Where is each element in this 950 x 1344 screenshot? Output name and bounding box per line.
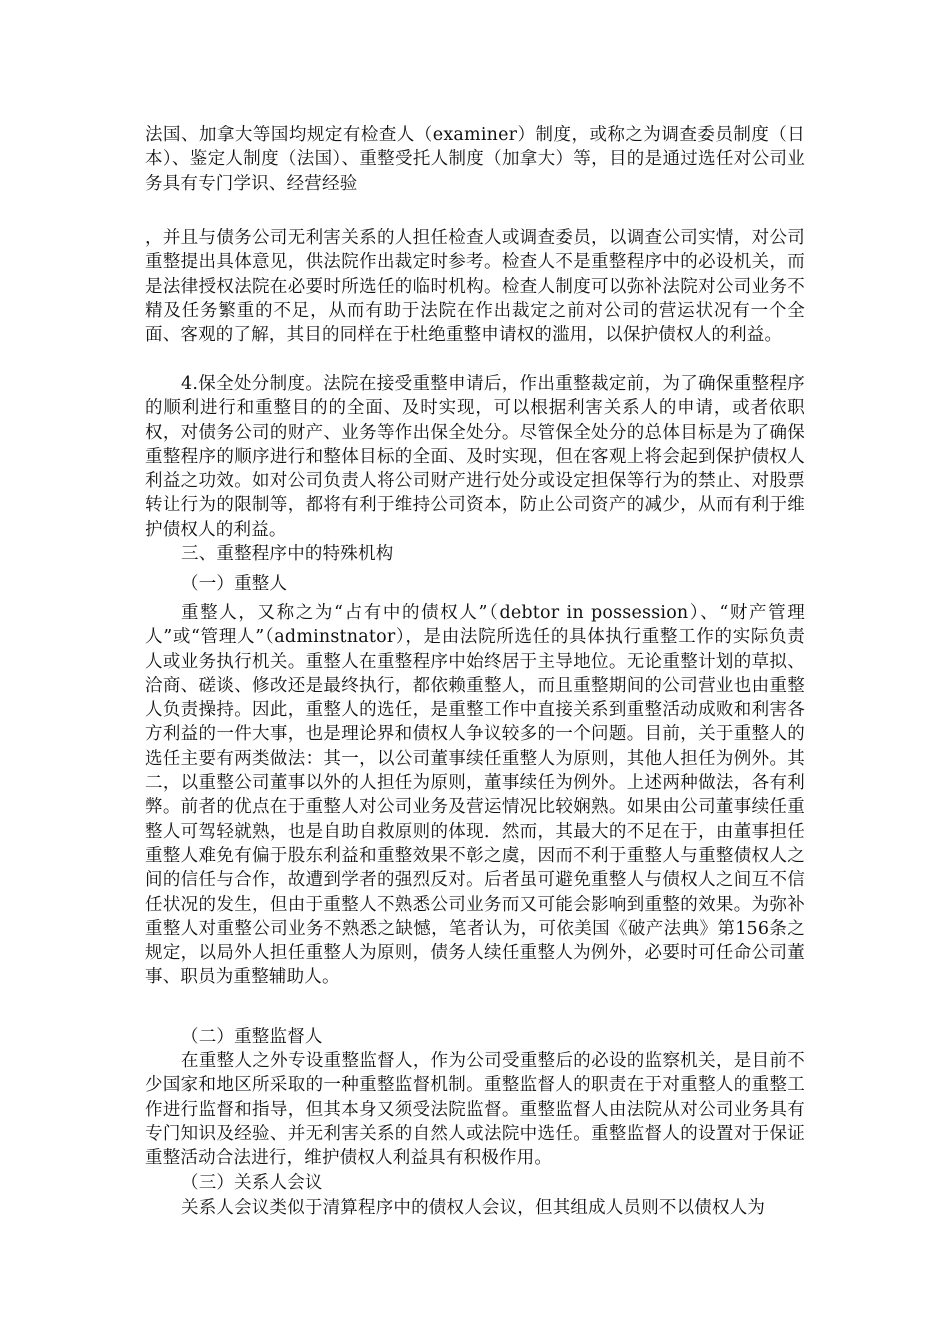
paragraph-reorganizer: 重整人，又称之为“占有中的债权人”（debtor in possession）、“财产管理人”或“管理人”（adminstnator），是由法院所选任的具体执行重整工作的实际负责人或业务执行机关。重整人在重整程序中始终居于主导地位。无论重整计划的草拟、洽商、磋谈、修改还是最终执行，都依赖重整人，而且重整期间的公司营业也由重整人负责操持。因此，重整人的选任，是重整工作中直接关系到重整活动成败和利害各方利益的一件大事，也是理论界和债权人争议较多的一个问题。目前，关于重整人的选任主要有两类做法：其一，以公司董事续任重整人为原则，其他人担任为例外。其二，以重整公司董事以外的人担任为原则，董事续任为例外。上述两种做法，各有利弊。前者的优点在于重整人对公司业务及营运情况比较娴熟。如果由公司董事续任重整人可驾轻就熟，也是自助自救原则的体现．然而，其最大的不足在于，由董事担任重整人难免有偏于股东利益和重整效果不彰之虞，因而不利于重整人与重整债权人之间的信任与合作，故遭到学者的强烈反对。后者虽可避免重整人与债权人之间互不信任状况的发生，但由于重整人不熟悉公司业务而又可能会影响到重整的效果。为弥补重整人对重整公司业务不熟悉之缺憾，笔者认为，可依美国《破产法典》第156条之规定，以局外人担任重整人为原则，债务人续任重整人为例外，必要时可任命公司董事、职员为重整辅助人。 — [145, 603, 805, 988]
subsection-heading-reorganizer: （一）重整人 — [181, 574, 288, 594]
section-heading-special-bodies: 三、重整程序中的特殊机构 — [181, 544, 394, 564]
paragraph-examiner-intro: 法国、加拿大等国均规定有检查人（examiner）制度，或称之为调查委员制度（日本）、鉴定人制度（法国）、重整受托人制度（加拿大）等，目的是通过选任对公司业务具有专门学识、经营经验 — [145, 125, 805, 194]
paragraph-stakeholder-meeting: 关系人会议类似于清算程序中的债权人会议，但其组成人员则不以债权人为 — [181, 1198, 766, 1218]
paragraph-examiner-continued: ，并且与债务公司无利害关系的人担任检查人或调查委员，以调查公司实情，对公司重整提出具体意见，供法院作出裁定时参考。检查人不是重整程序中的必设机关，而是法律授权法院在必要时所选任的临时机构。检查人制度可以弥补法院对公司业务不精及任务繁重的不足，从而有助于法院在作出裁定之前对公司的营运状况有一个全面、客观的了解，其目的同样在于杜绝重整申请权的滥用，以保护债权人的利益。 — [145, 228, 805, 346]
paragraph-supervisor: 在重整人之外专设重整监督人，作为公司受重整后的必设的监察机关，是目前不少国家和地区所采取的一种重整监督机制。重整监督人的职责在于对重整人的重整工作进行监督和指导，但其本身又须受法院监督。重整监督人由法院从对公司业务具有专门知识及经验、并无利害关系的自然人或法院中选任。重整监督人的设置对于保证重整活动合法进行，维护债权人利益具有积极作用。 — [145, 1051, 805, 1169]
paragraph-preservation-measures: 4.保全处分制度。法院在接受重整申请后，作出重整裁定前，为了确保重整程序的顺利进行和重整目的的全面、及时实现，可以根据利害关系人的申请，或者依职权，对债务公司的财产、业务等作出保全处分。尽管保全处分的总体目标是为了确保重整程序的顺序进行和整体目标的全面、及时实现，但在客观上将会起到保护债权人利益之功效。如对公司负责人将公司财产进行处分或设定担保等行为的禁止、对股票转让行为的限制等，都将有利于维持公司资本，防止公司资产的减少，从而有利于维护债权人的利益。 — [145, 374, 805, 540]
subsection-heading-supervisor: （二）重整监督人 — [181, 1027, 323, 1047]
subsection-heading-stakeholder-meeting: （三）关系人会议 — [181, 1173, 323, 1193]
